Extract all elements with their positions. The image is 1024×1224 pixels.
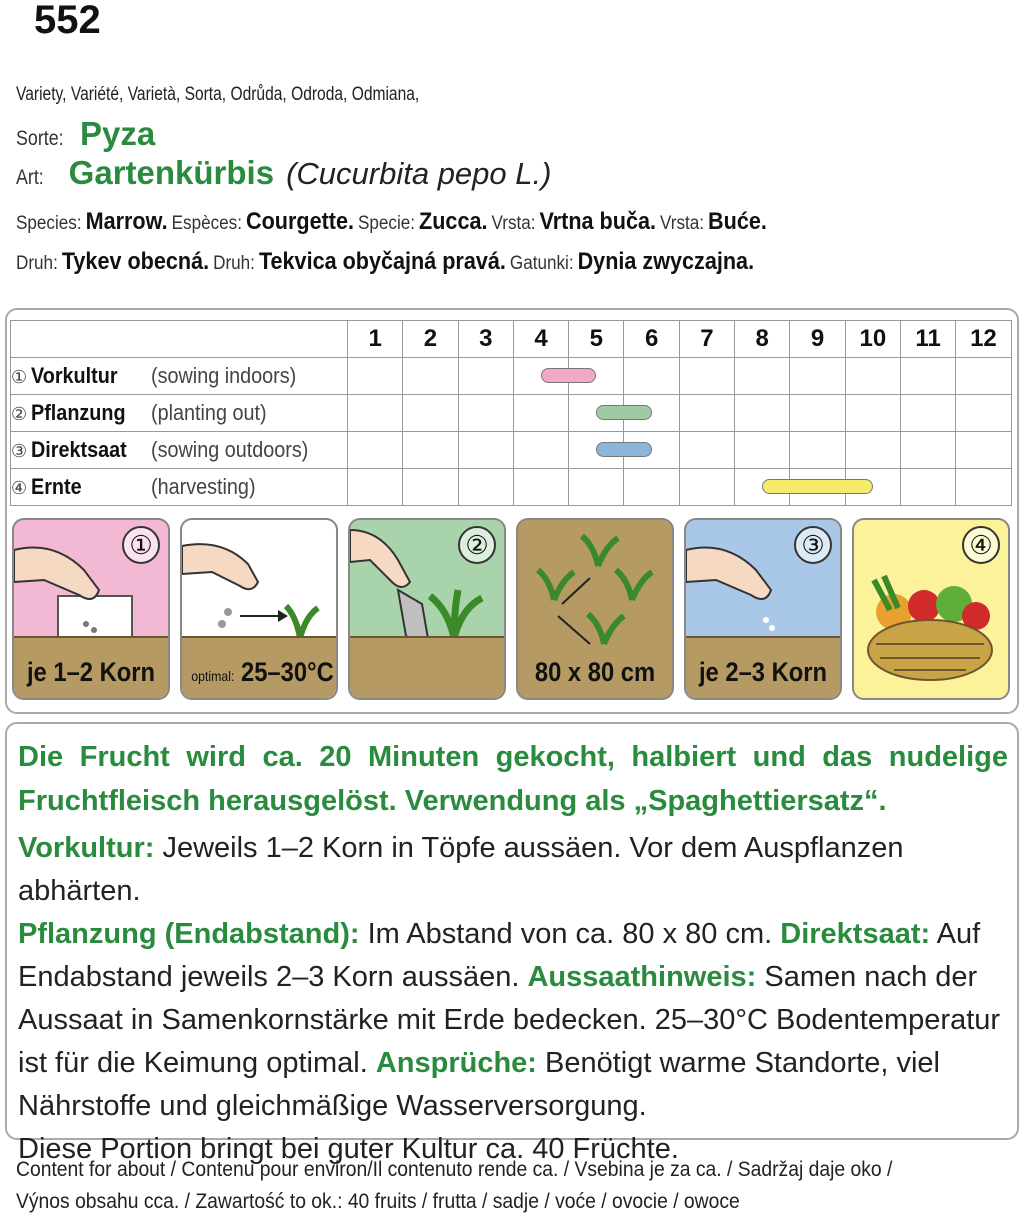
month-header: 3 [458,321,513,358]
step-number-badge: ① [122,526,160,564]
footer-line-1: Content for about / Contenu pour environ/Il contenuto rende ca. / Vsebina je za ca. / Sadržaj daje oko / [16,1158,893,1181]
species-value: Zucca [419,208,482,235]
calendar-row-vorkultur [11,358,1012,395]
species-value: Buće [708,208,761,235]
step-number-badge: ③ [794,526,832,564]
month-header: 10 [845,321,900,358]
bar-vorkultur [541,368,596,383]
sorte-row [16,115,155,153]
species-key: Specie: [358,213,416,234]
month-header: 8 [735,321,790,358]
calendar-corner [11,321,348,358]
species-value: Courgette [245,208,348,235]
direktsaat-text: Auf Endabstand jeweils 2–3 Korn aussäen. [18,918,981,993]
species-key: Vrsta: [659,213,705,234]
portion-yield: Diese Portion bringt bei guter Kultur ca. 40 Früchte. [18,1133,679,1165]
usage-highlight: Die Frucht wird ca. 20 Minuten gekocht, halbiert und das nudelige Fruchtfleisch herausgelöst. Verwendung als „Spaghettiersatz“. [18,741,1008,817]
species-punct: . [649,208,656,235]
tile-caption [191,657,334,688]
species-names-line-2 [16,248,754,276]
species-names-line-1 [16,208,767,236]
art-label: Art: [16,166,44,189]
content-footer [16,1154,936,1218]
species-value: Vrtna buča [539,208,650,235]
ansprueche-text: Benötigt warme Standorte, viel Nährstoffe und gleichmäßige Wasserversorgung. [18,1047,940,1122]
tile-germination-temp [180,518,338,700]
month-header: 11 [900,321,955,358]
row-number: ② [11,404,28,424]
species-punct: . [161,208,168,235]
sowing-calendar [10,320,1012,506]
tile-planting-out [348,518,506,700]
calendar-row-pflanzung [11,395,1012,432]
tile-spacing [516,518,674,700]
tile-sowing-outdoors [684,518,842,700]
tile-caption: 80 x 80 cm [534,657,656,687]
bar-ernte [762,479,873,494]
row-name-en: (sowing indoors) [151,363,297,388]
caption-prefix: optimal: [191,668,235,684]
month-header: 6 [624,321,679,358]
product-number: 552 [34,0,101,42]
ansprueche-heading: Ansprüche: [375,1047,537,1079]
variety-label-line: Variety, Variété, Varietà, Sorta, Odrůda, Odroda, Odmiana, [16,84,420,105]
species-punct: . [203,248,210,275]
month-header: 7 [679,321,734,358]
species-punct: . [481,208,488,235]
pflanzung-heading: Pflanzung (Endabstand): [18,918,360,950]
cultivation-instructions [18,827,1008,1171]
step-number-badge: ② [458,526,496,564]
step-number-badge: ④ [962,526,1000,564]
month-header: 5 [569,321,624,358]
month-header: 12 [956,321,1011,358]
row-number: ① [11,367,28,387]
row-number: ④ [11,478,28,498]
bar-pflanzung [596,405,651,420]
species-key: Gatunki: [509,253,574,274]
tile-caption: je 1–2 Korn [26,657,156,687]
month-header: 4 [513,321,568,358]
vorkultur-text: Jeweils 1–2 Korn in Töpfe aussäen. Vor dem Auspflanzen abhärten. [18,832,904,907]
row-name-de: Pflanzung [31,400,126,425]
caption-value: 25–30°C [241,657,334,687]
species-punct: . [347,208,354,235]
species-punct: . [499,248,506,275]
row-name-de: Ernte [31,474,82,499]
row-name-de: Direktsaat [31,437,127,462]
pflanzung-text: Im Abstand von ca. 80 x 80 cm. [359,918,781,950]
tile-caption: je 2–3 Korn [698,657,828,687]
row-number: ③ [11,441,28,461]
calendar-row-direktsaat [11,432,1012,469]
bar-direktsaat [596,442,651,457]
vorkultur-heading: Vorkultur: [18,832,155,864]
species-key: Species: [16,213,82,234]
aussaathinweis-heading: Aussaathinweis: [527,961,757,993]
direktsaat-heading: Direktsaat: [780,918,931,950]
species-key: Druh: [213,253,255,274]
species-value: Marrow [85,208,162,235]
month-header-row [11,321,1012,358]
sorte-value: Pyza [80,115,156,152]
aussaathinweis-text: Samen nach der Aussaat in Samenkornstärke mit Erde bedecken. 25–30°C Bodentemperatur ist für die Keimung optimal. [18,961,1001,1079]
month-header: 1 [348,321,403,358]
row-label [11,358,348,395]
species-value: Dynia zwyczajna [577,248,749,275]
species-key: Druh: [16,253,58,274]
species-punct: . [760,208,767,235]
latin-name: (Cucurbita pepo L.) [286,156,552,191]
row-name-en: (planting out) [151,400,267,425]
row-name-de: Vorkultur [31,363,118,388]
month-header: 9 [790,321,845,358]
footer-line-2: Výnos obsahu cca. / Zawartość to ok.: 40 fruits / frutta / sadje / voće / ovocie / owoce [16,1190,740,1213]
species-punct: . [748,248,755,275]
sorte-label: Sorte: [16,127,64,150]
month-header: 2 [403,321,458,358]
row-name-en: (sowing outdoors) [151,437,309,462]
species-value: Tykev obecná [61,248,204,275]
row-label [11,469,348,506]
row-name-en: (harvesting) [151,474,256,499]
art-value: Gartenkürbis [68,154,275,191]
tile-harvesting [852,518,1010,700]
tile-sowing-indoors [12,518,170,700]
row-label [11,432,348,469]
species-key: Espèces: [171,213,242,234]
row-label [11,395,348,432]
species-key: Vrsta: [491,213,536,234]
species-value: Tekvica obyčajná pravá [258,248,500,275]
art-row [16,154,551,192]
soil-strip [350,636,504,698]
